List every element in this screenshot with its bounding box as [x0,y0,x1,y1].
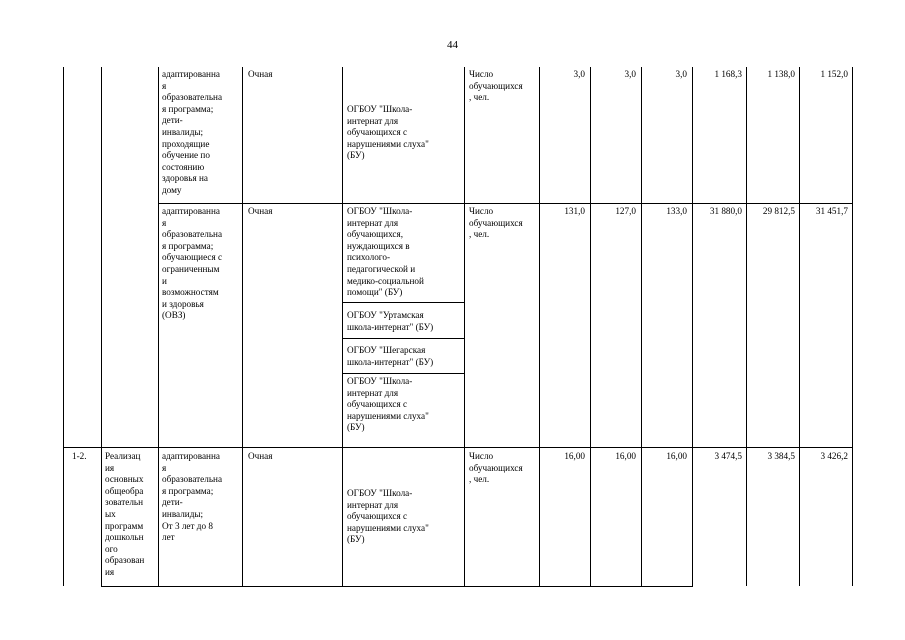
table-cell: 31 451,7 [815,206,848,216]
table-cell: 3 474,5 [714,451,742,461]
table-cell: адаптированна я образовательна я программа; обучающиеся с ограниченным и возможностям и здоровья (ОВЗ) [162,206,223,321]
table-line [539,67,540,586]
table-cell: 3,0 [573,69,585,79]
table-cell: 127,0 [615,206,636,216]
table-line [590,67,591,586]
table-line [101,586,693,587]
table-cell: Очная [248,451,273,461]
table-cell: 3 426,2 [820,451,848,461]
table-line [852,67,853,586]
table-line [242,67,243,586]
table-cell: 3,0 [624,69,636,79]
table-line [464,67,465,586]
table-line [101,67,102,586]
table-line [342,373,465,374]
table-cell: 16,00 [615,451,636,461]
page-number: 44 [447,39,458,51]
table-cell: 1 138,0 [767,69,795,79]
table-line [63,67,64,586]
table-cell: 29 812,5 [762,206,795,216]
table-cell: 133,0 [666,206,687,216]
table-cell: 1 152,0 [820,69,848,79]
table-cell: 16,00 [564,451,585,461]
table-cell: ОГБОУ "Шегарская школа-интернат" (БУ) [347,345,434,367]
table-cell: ОГБОУ "Школа- интернат для обучающихся, нуждающихся в психолого- педагогической и медико-социальной помощи" (БУ) [347,206,424,298]
table-cell: Реализац ия основных общеобра зовательн ых программ дошкольн ого образован ия [105,451,145,577]
table-cell: Число обучающихся , чел. [469,69,523,103]
table-cell: 3 384,5 [767,451,795,461]
table-line [641,67,642,586]
table-cell: адаптированна я образовательна я программа; дети- инвалиды; От 3 лет до 8 лет [162,451,223,543]
table-cell: адаптированна я образовательна я программа; дети- инвалиды; проходящие обучение по состоянию здоровья на дому [162,69,223,195]
table-line [63,447,853,448]
table-line [342,302,465,303]
table-cell: 31 880,0 [709,206,742,216]
table-cell: Очная [248,206,273,216]
table-cell: ОГБОУ "Школа- интернат для обучающихся с нарушениями слуха" (БУ) [347,376,429,433]
table-cell: ОГБОУ "Школа- интернат для обучающихся с нарушениями слуха" (БУ) [347,104,429,161]
table-cell: 3,0 [675,69,687,79]
table-line [158,203,853,204]
table-line [342,67,343,586]
table-cell: Число обучающихся , чел. [469,451,523,485]
table-cell: 1-2. [72,451,87,461]
table-cell: ОГБОУ "Уртамская школа-интернат" (БУ) [347,310,434,332]
table-line [342,338,465,339]
table-cell: 1 168,3 [714,69,742,79]
table-line [692,67,693,586]
table-cell: ОГБОУ "Школа- интернат для обучающихся с нарушениями слуха" (БУ) [347,488,429,545]
table-cell: 131,0 [564,206,585,216]
table-line [158,67,159,586]
table-line [799,67,800,586]
table-line [746,67,747,586]
table-cell: Очная [248,69,273,79]
table-cell: Число обучающихся , чел. [469,206,523,240]
table-cell: 16,00 [666,451,687,461]
